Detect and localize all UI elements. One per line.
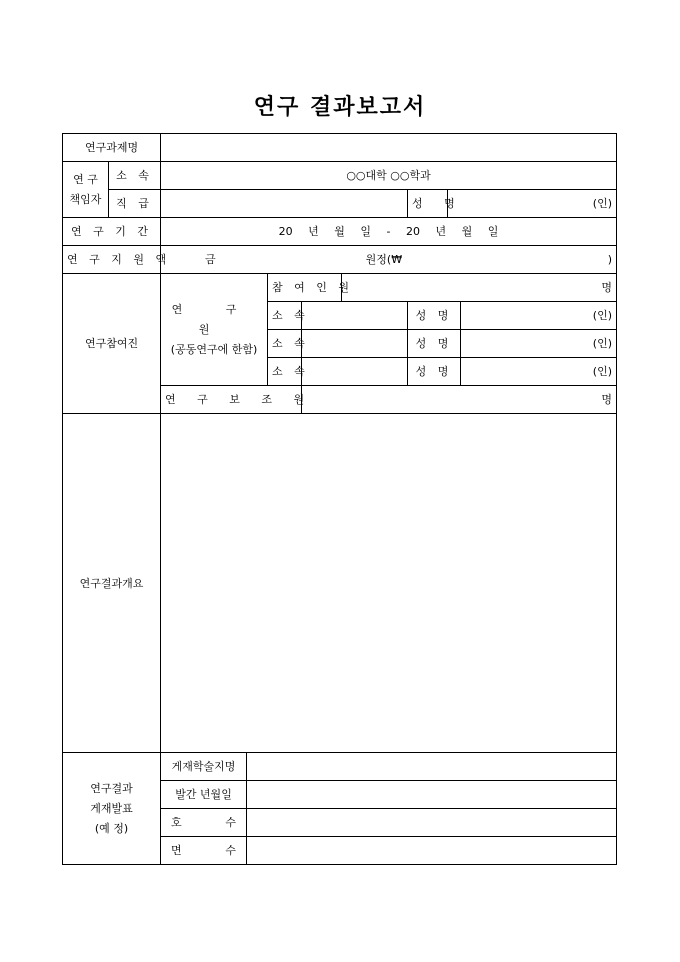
researcher-label xyxy=(161,274,268,386)
row-period xyxy=(63,218,617,246)
issue-label xyxy=(161,809,247,837)
researcher-1-name-label: 성 명 xyxy=(408,302,461,330)
row-journal xyxy=(63,753,617,781)
pi-affiliation-field[interactable]: ○○대학 ○○학과 xyxy=(161,162,617,190)
pages-label-a: 면 xyxy=(171,844,182,857)
researcher-label-main: 연 구 원 xyxy=(171,302,257,336)
researcher-2-affiliation-field[interactable] xyxy=(302,330,408,358)
report-form xyxy=(62,133,617,865)
participant-count-field[interactable] xyxy=(342,274,617,302)
participant-count-unit: 명 xyxy=(601,281,613,294)
project-name-label: 연구과제명 xyxy=(63,134,161,162)
pi-label-line2: 책임자 xyxy=(69,192,102,206)
researcher-2-name-field[interactable] xyxy=(461,330,617,358)
researcher-2-seal-mark: (인) xyxy=(592,337,613,350)
page-title: 연구 결과보고서 xyxy=(253,95,427,120)
journal-label: 게재학술지명 xyxy=(161,753,247,781)
funding-suffix: 원정(₩ xyxy=(365,253,403,266)
researcher-3-affiliation-label: 소 속 xyxy=(268,358,302,386)
researcher-1-affiliation-field[interactable] xyxy=(302,302,408,330)
issue-label-a: 호 xyxy=(171,816,182,829)
publication-label-line1: 연구결과 xyxy=(90,781,133,795)
researcher-3-name-field[interactable] xyxy=(461,358,617,386)
researcher-3-seal-mark: (인) xyxy=(592,365,613,378)
pub-date-field[interactable] xyxy=(247,781,617,809)
funding-field[interactable] xyxy=(161,246,617,274)
pi-label xyxy=(63,162,109,218)
researcher-1-name-field[interactable] xyxy=(461,302,617,330)
pi-label-line1: 연 구 xyxy=(73,172,98,186)
participant-count-label: 참 여 인 원 xyxy=(268,274,342,302)
pi-position-field[interactable] xyxy=(161,190,408,218)
publication-label-line2: 게재발표 xyxy=(90,801,133,815)
researcher-label-note: (공동연구에 한함) xyxy=(170,342,258,356)
pi-affiliation-label: 소 속 xyxy=(109,162,161,190)
row-pi-affiliation xyxy=(63,162,617,190)
row-summary xyxy=(63,414,617,753)
summary-label: 연구결과개요 xyxy=(63,414,161,753)
pi-name-label: 성 명 xyxy=(408,190,448,218)
researcher-3-affiliation-field[interactable] xyxy=(302,358,408,386)
pub-date-label: 발간 년월일 xyxy=(161,781,247,809)
participants-label: 연구참여진 xyxy=(63,274,161,414)
journal-field[interactable] xyxy=(247,753,617,781)
summary-field[interactable] xyxy=(161,414,617,753)
publication-label xyxy=(63,753,161,865)
pages-label-b: 수 xyxy=(225,844,237,857)
researcher-2-affiliation-label: 소 속 xyxy=(268,330,302,358)
researcher-1-affiliation-label: 소 속 xyxy=(268,302,302,330)
funding-prefix: 금 xyxy=(205,253,216,266)
assistant-label: 연 구 보 조 원 xyxy=(161,386,302,414)
pi-name-field[interactable] xyxy=(448,190,617,218)
row-pi-position xyxy=(63,190,617,218)
pi-seal-mark: (인) xyxy=(592,197,613,210)
assistant-count-field[interactable] xyxy=(302,386,617,414)
researcher-1-seal-mark: (인) xyxy=(592,309,613,322)
period-field[interactable]: 20 년 월 일 - 20 년 월 일 xyxy=(161,218,617,246)
researcher-3-name-label: 성 명 xyxy=(408,358,461,386)
researcher-2-name-label: 성 명 xyxy=(408,330,461,358)
project-name-field[interactable] xyxy=(161,134,617,162)
assistant-count-unit: 명 xyxy=(601,393,613,406)
funding-label: 연 구 지 원 액 xyxy=(63,246,161,274)
pi-position-label: 직 급 xyxy=(109,190,161,218)
period-label: 연 구 기 간 xyxy=(63,218,161,246)
funding-close: ) xyxy=(607,253,613,266)
row-project-name xyxy=(63,134,617,162)
pages-label xyxy=(161,837,247,865)
row-participant-count xyxy=(63,274,617,302)
publication-label-line3: (예 정) xyxy=(94,821,129,835)
issue-label-b: 수 xyxy=(225,816,237,829)
row-funding xyxy=(63,246,617,274)
issue-field[interactable] xyxy=(247,809,617,837)
pages-field[interactable] xyxy=(247,837,617,865)
